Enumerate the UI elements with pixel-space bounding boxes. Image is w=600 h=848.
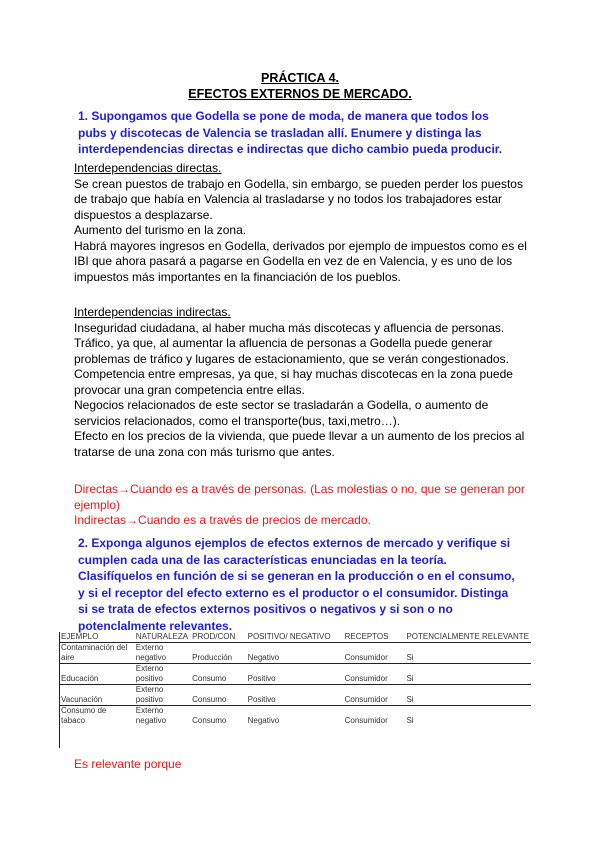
cell-prodcon: Consumo (190, 664, 246, 685)
cell-ejemplo: Vacunación (59, 685, 134, 706)
cell-naturaleza: Externo positivo (134, 664, 190, 685)
cell-naturaleza: Externo negativo (135, 706, 167, 725)
header-cell: POTENCIALMENTE RELEVANTE (404, 632, 531, 643)
cell-relevante: Si (404, 664, 531, 685)
cell-receptor: Consumidor (343, 643, 405, 664)
table-row (59, 685, 531, 706)
practice-title: PRÁCTICA 4. (260, 71, 339, 85)
cell-naturaleza: Externo negativo (134, 643, 190, 664)
cell-prodcon: Consumo (192, 716, 227, 725)
indirect-paragraph: Negocios relacionados de este sector se trasladarán a Godella, o aumento de servicios relacionados, como el transporte(bus, taxi,metro…). (74, 398, 489, 428)
externalities-table (59, 632, 531, 726)
cell-ejemplo: Educación (59, 664, 134, 685)
practice-subtitle: EFECTOS EXTERNOS DE MERCADO. (188, 87, 412, 101)
table-row (59, 706, 531, 727)
indirect-paragraph: Inseguridad ciudadana, al haber mucha más discotecas y afluencia de personas. (74, 320, 505, 335)
indirect-paragraph: Tráfico, ya que, al aumentar la afluencia de personas a Godella puede generar problemas de tráfico y lugares de estacionamiento, que se verán congestionados. (74, 336, 509, 366)
header-cell: RECEPTOS (343, 632, 405, 643)
header-cell: POSITIVO/ NEGATIVO (246, 632, 343, 643)
direct-paragraph: Se crean puestos de trabajo en Godella, sin embargo, se pueden perder los puestos de trabajo que había en Valencia al trasladarse y no todos los trabajadores estar dispuestos a desplazarse. (74, 176, 523, 222)
notes-section (74, 482, 534, 529)
cell-posneg: Positivo (246, 664, 343, 685)
indirect-paragraph: Competencia entre empresas, ya que, si hay muchas discotecas en la zona puede provocar una gran competencia entre ellas. (74, 367, 513, 397)
cell-receptor: Consumidor (343, 685, 405, 706)
cell-naturaleza: Externo positivo (134, 685, 190, 706)
indirect-section (74, 305, 534, 460)
indirect-heading: Interdependencias indirectas. (74, 305, 231, 319)
question-1: 1. Supongamos que Godella se pone de moda, de manera que todos los pubs y discotecas de Valencia se trasladan allí. Enumere y distinga las interdependencias directas e indirectas que dicho cambio pueda producir. (78, 109, 503, 156)
table-row (59, 643, 531, 664)
cell-ejemplo: Contaminación del aire (59, 643, 134, 664)
table-header-row (59, 632, 531, 643)
cell-prodcon: Producción (190, 643, 246, 664)
header-cell: PROD/CON (190, 632, 246, 643)
cell-posneg: Positivo (246, 685, 343, 706)
cell-relevante: Si (406, 716, 414, 725)
question-2: 2. Exponga algunos ejemplos de efectos externos de mercado y verifique si cumplen cada una de las características enunciadas en la teoría. Clasifíquelos en función de si se generan en la producción o en el consumo, y si el receptor del efecto externo es el productor o el consumidor. Distinga si se trata de efectos externos positivos o negativos y si son o no potenclalmente relevantes. (78, 536, 515, 633)
table-row (59, 664, 531, 685)
cell-receptor: Consumidor (344, 716, 388, 725)
direct-paragraph: Aumento del turismo en la zona. (74, 223, 247, 237)
header-cell: EJEMPLO (59, 632, 134, 643)
cell-posneg: Negativo (246, 643, 343, 664)
cell-posneg: Negativo (247, 716, 280, 725)
cell-prodcon: Consumo (190, 685, 246, 706)
note-direct: Directas→Cuando es a través de personas. (Las molestias o no, que se generan por ejemplo) (74, 482, 525, 512)
cell-relevante: Si (404, 685, 531, 706)
cell-receptor: Consumidor (343, 664, 405, 685)
cell-ejemplo: Consumo de tabaco (61, 706, 107, 725)
indirect-paragraph: Efecto en los precios de la vivienda, que puede llevar a un aumento de los precios al tratarse de una zona con más turismo que antes. (74, 429, 525, 459)
direct-section (74, 161, 534, 285)
header-cell: NATURALEZA (135, 632, 189, 641)
direct-heading: Interdependencias directas. (74, 161, 222, 175)
cell-relevante: Si (404, 643, 531, 664)
note-indirect: Indirectas→Cuando es a través de precios de mercado. (74, 513, 371, 527)
footer-note: Es relevante porque (74, 757, 182, 771)
direct-paragraph: Habrá mayores ingresos en Godella, derivados por ejemplo de impuestos como es el IBI que ahora pasará a pagarse en Godella en vez de en Valencia, y es uno de los impuestos más importantes en la financiación de los pueblos. (74, 238, 527, 284)
